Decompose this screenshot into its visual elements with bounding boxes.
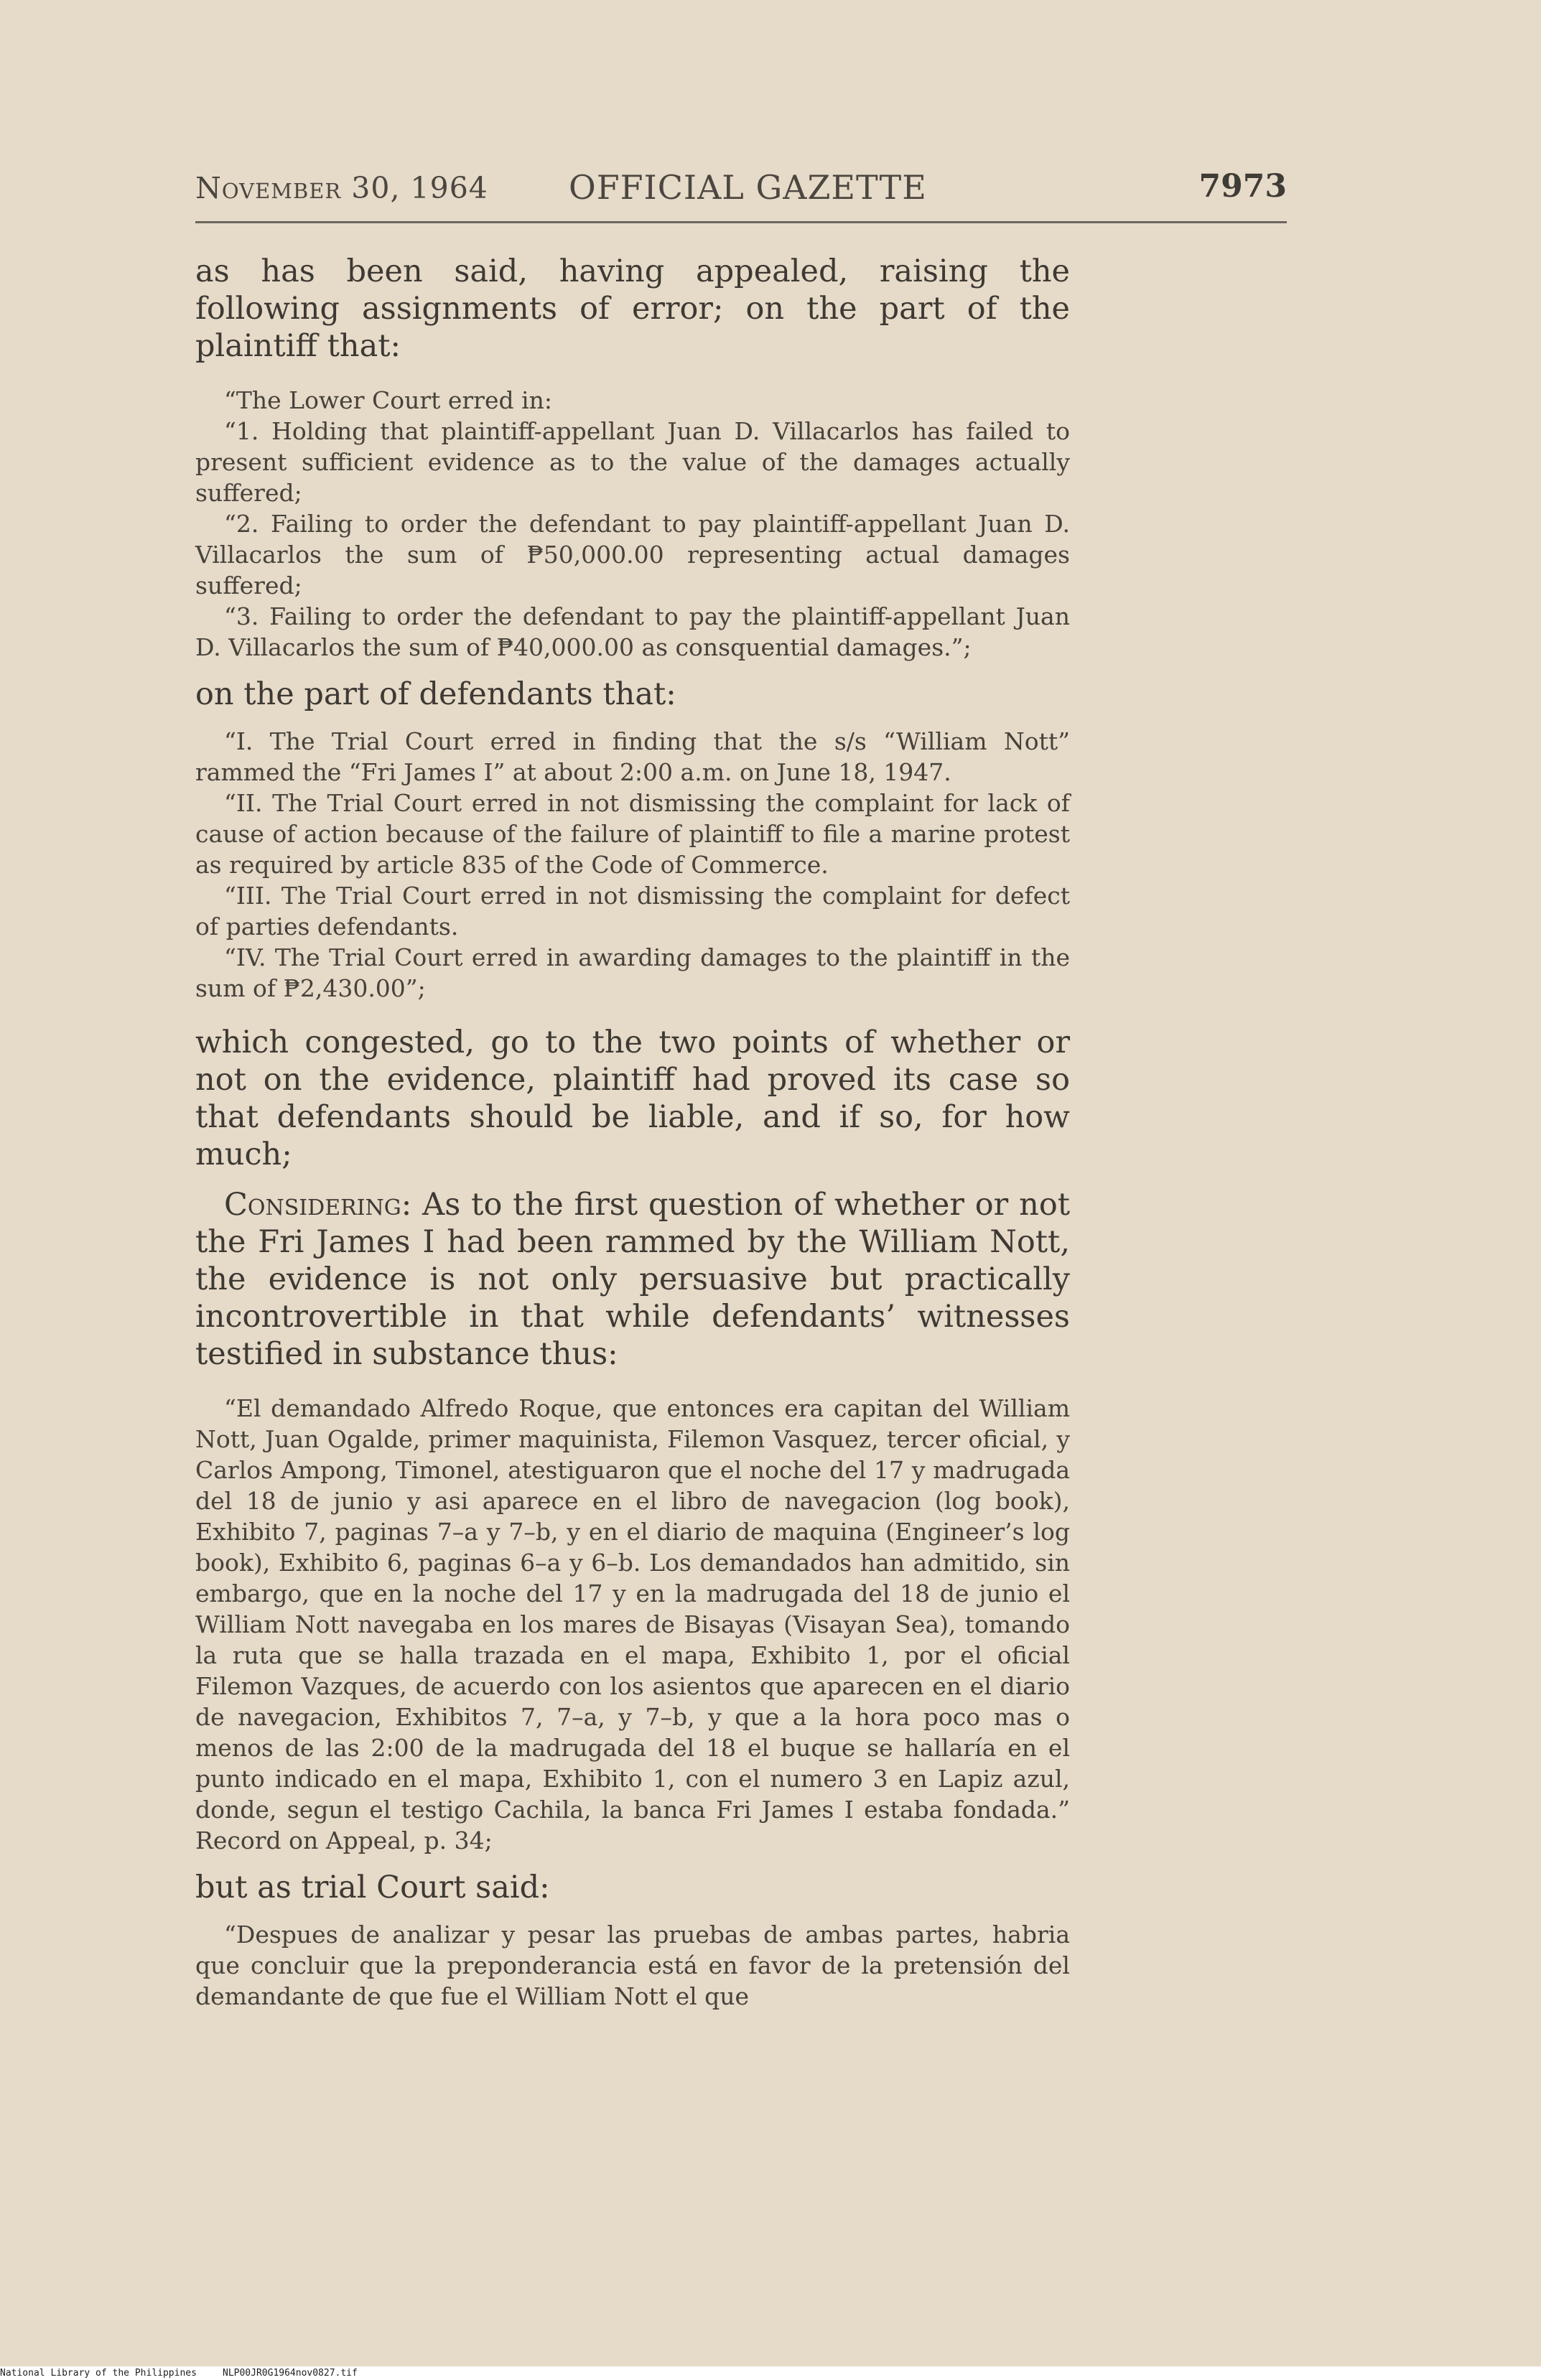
considering-text: As to the first question of whether or not the Fri James I had been rammed by the William Nott, the evidence is not only persuasive but practically incontrovertible in that while defendants’ witnesses testified in substance thus: <box>195 1187 1070 1372</box>
header-rule <box>195 221 1287 223</box>
congested-paragraph: which congested, go to the two points of whether or not on the evidence, plaintiff had proved its case so that defendants should be liable, and if so, for how much; <box>195 1025 1070 1172</box>
intro-paragraph: as has been said, having appealed, raising the following assignments of error; on the part of the plaintiff that: <box>195 253 1070 364</box>
quote-line: “II. The Trial Court erred in not dismissing the complaint for lack of cause of action because of the failure of plaintiff to file a marine protest as required by article 835 of the Code of Commerce. <box>195 789 1070 879</box>
spanish-testimony-quote <box>195 1393 1070 1856</box>
header-date: November 30, 1964 <box>195 171 488 205</box>
header-page-number: 7973 <box>1198 168 1287 205</box>
quote-line: “1. Holding that plaintiff-appellant Juan D. Villacarlos has failed to present sufficient evidence as to the value of the damages actually suffered; <box>195 417 1070 507</box>
considering-label: Considering: <box>224 1187 412 1223</box>
footer-filename: NLP00JR0G1964nov0827.tif <box>223 2368 358 2379</box>
trial-court-quote <box>195 1919 1070 2012</box>
quote-line: “Despues de analizar y pesar las pruebas de ambas partes, habria que concluir que la preponderancia está en favor de la pretensión del demandante de que fue el William Nott el que <box>195 1921 1070 2010</box>
header-title: OFFICIAL GAZETTE <box>569 168 927 207</box>
quote-line: “2. Failing to order the defendant to pay plaintiff-appellant Juan D. Villacarlos the sum of ₱50,000.00 representing actual damages suffered; <box>195 510 1070 599</box>
text-column <box>195 253 1070 2012</box>
quote-line: “El demandado Alfredo Roque, que entonces era capitan del William Nott, Juan Ogalde, primer maquinista, Filemon Vasquez, tercer oficial, y Carlos Ampong, Timonel, atestiguaron que el noche del 17 y madrugada del 18 de junio y asi aparece en el libro de navegacion (log book), Exhibito 7, paginas 7–a y 7–b, y en el diario de maquina (Engineer’s log book), Exhibito 6, paginas 6–a y 6–b. Los demandados han admitido, sin embargo, que en la noche del 17 y en la madrugada del 18 de junio el William Nott navegaba en los mares de Bisayas (Visayan Sea), tomando la ruta que se halla trazada en el mapa, Exhibito 1, por el oficial Filemon Vazques, de acuerdo con los asientos que aparecen en el diario de navegacion, Exhibitos 7, 7–a, y 7–b, y que a la hora poco mas o menos de las 2:00 de la madrugada del 18 el buque se hallaría en el punto indicado en el mapa, Exhibito 1, con el numero 3 en Lapiz azul, donde, segun el testigo Cachila, la banca Fri James I estaba fondada.” Record on Appeal, p. 34; <box>195 1394 1070 1854</box>
quote-line: “3. Failing to order the defendant to pay the plaintiff-appellant Juan D. Villacarlos the sum of ₱40,000.00 as consquential damages.”; <box>195 602 1070 661</box>
quote-line: “III. The Trial Court erred in not dismissing the complaint for defect of parties defendants. <box>195 882 1070 941</box>
page-header <box>195 167 1287 217</box>
scan-footer <box>0 2366 1541 2380</box>
quote-line: “IV. The Trial Court erred in awarding damages to the plaintiff in the sum of ₱2,430.00”; <box>195 943 1070 1002</box>
defendants-assignments-quote <box>195 726 1070 1004</box>
quote-line: “I. The Trial Court erred in finding that the s/s “William Nott” rammed the “Fri James I” at about 2:00 a.m. on June 18, 1947. <box>195 727 1070 786</box>
quote-line: “The Lower Court erred in: <box>224 386 553 414</box>
plaintiff-assignments-quote <box>195 385 1070 663</box>
considering-paragraph <box>195 1186 1070 1373</box>
defendants-intro: on the part of defendants that: <box>195 676 676 712</box>
trial-court-intro: but as trial Court said: <box>195 1870 550 1905</box>
footer-library: National Library of the Philippines <box>0 2368 197 2379</box>
